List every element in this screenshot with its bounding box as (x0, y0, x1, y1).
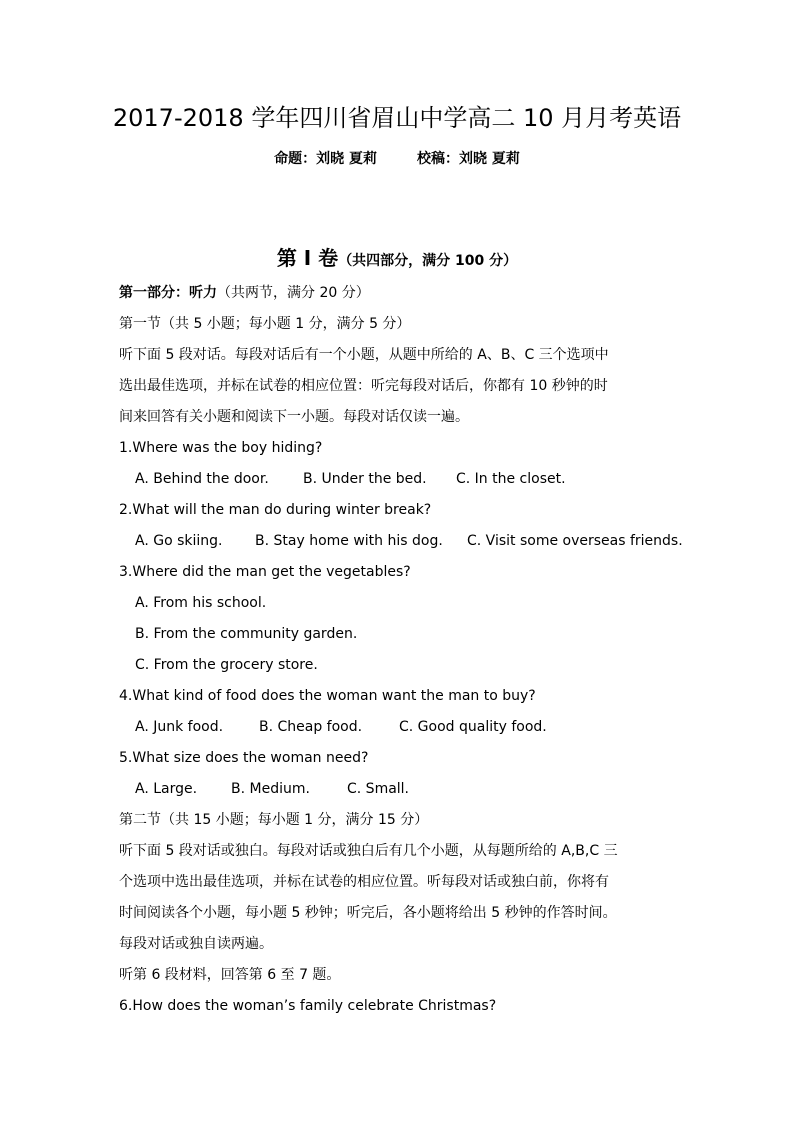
question-1-options (119, 464, 679, 495)
section2-instruction-line: 个选项中选出最佳选项，并标在试卷的相应位置。听每段对话或独白前，你将有 (119, 874, 609, 890)
option-b: B. Medium. (231, 781, 310, 797)
part1-heading-bold: 第一部分：听力 (119, 285, 217, 301)
question-2-options (119, 526, 683, 557)
reviewer-credit: 校稿：刘晓 夏莉 (417, 151, 520, 167)
question-6-stem: 6.How does the woman’s family celebrate Christmas? (119, 998, 497, 1014)
author-line (0, 148, 794, 168)
option-b: B. Under the bed. (303, 471, 427, 487)
option-b: B. Cheap food. (259, 719, 363, 735)
question-4-stem: 4.What kind of food does the woman want the man to buy? (119, 688, 536, 704)
option-c: C. Good quality food. (399, 719, 547, 735)
volume-title: 第 I 卷 (276, 246, 339, 270)
exam-body (119, 278, 683, 1022)
section2-instruction-line: 时间阅读各个小题，每小题 5 秒钟；听完后，各小题将给出 5 秒钟的作答时间。 (119, 905, 617, 921)
section1-instruction-line: 选出最佳选项，并标在试卷的相应位置：听完每段对话后，你都有 10 秒钟的时 (119, 378, 608, 394)
volume-heading (0, 242, 794, 271)
option-c: C. From the grocery store. (135, 657, 318, 673)
section1-heading: 第一节（共 5 小题；每小题 1 分，满分 5 分） (119, 316, 411, 332)
question-3-stem: 3.Where did the man get the vegetables? (119, 564, 411, 580)
part1-heading (119, 278, 679, 309)
question-5-stem: 5.What size does the woman need? (119, 750, 369, 766)
option-c: C. Visit some overseas friends. (467, 533, 683, 549)
section2-instruction-line: 每段对话或独自读两遍。 (119, 936, 273, 952)
option-a: A. Large. (135, 781, 198, 797)
option-a: A. From his school. (135, 595, 267, 611)
question-5-options (119, 774, 679, 805)
section2-instruction-line: 听下面 5 段对话或独白。每段对话或独白后有几个小题，从每题所给的 A,B,C 三 (119, 843, 618, 859)
question-1-stem: 1.Where was the boy hiding? (119, 440, 323, 456)
section1-instruction-line: 间来回答有关小题和阅读下一小题。每段对话仅读一遍。 (119, 409, 469, 425)
option-a: A. Go skiing. (135, 533, 223, 549)
option-a: A. Behind the door. (135, 471, 269, 487)
question-2-stem: 2.What will the man do during winter break? (119, 502, 432, 518)
section2-heading: 第二节（共 15 小题；每小题 1 分，满分 15 分） (119, 812, 429, 828)
material-6-instruction: 听第 6 段材料，回答第 6 至 7 题。 (119, 967, 341, 983)
option-a: A. Junk food. (135, 719, 224, 735)
part1-heading-rest: （共两节，满分 20 分） (217, 285, 370, 301)
question-4-options (119, 712, 679, 743)
exam-title: 2017-2018 学年四川省眉山中学高二 10 月月考英语 (112, 104, 682, 132)
option-b: B. Stay home with his dog. (255, 533, 443, 549)
author-credit: 命题：刘晓 夏莉 (274, 151, 377, 167)
option-c: C. In the closet. (456, 471, 566, 487)
option-c: C. Small. (347, 781, 410, 797)
volume-note: （共四部分，满分 100 分） (338, 253, 518, 269)
section1-instruction-line: 听下面 5 段对话。每段对话后有一个小题，从题中所给的 A、B、C 三个选项中 (119, 347, 609, 363)
option-b: B. From the community garden. (135, 626, 358, 642)
